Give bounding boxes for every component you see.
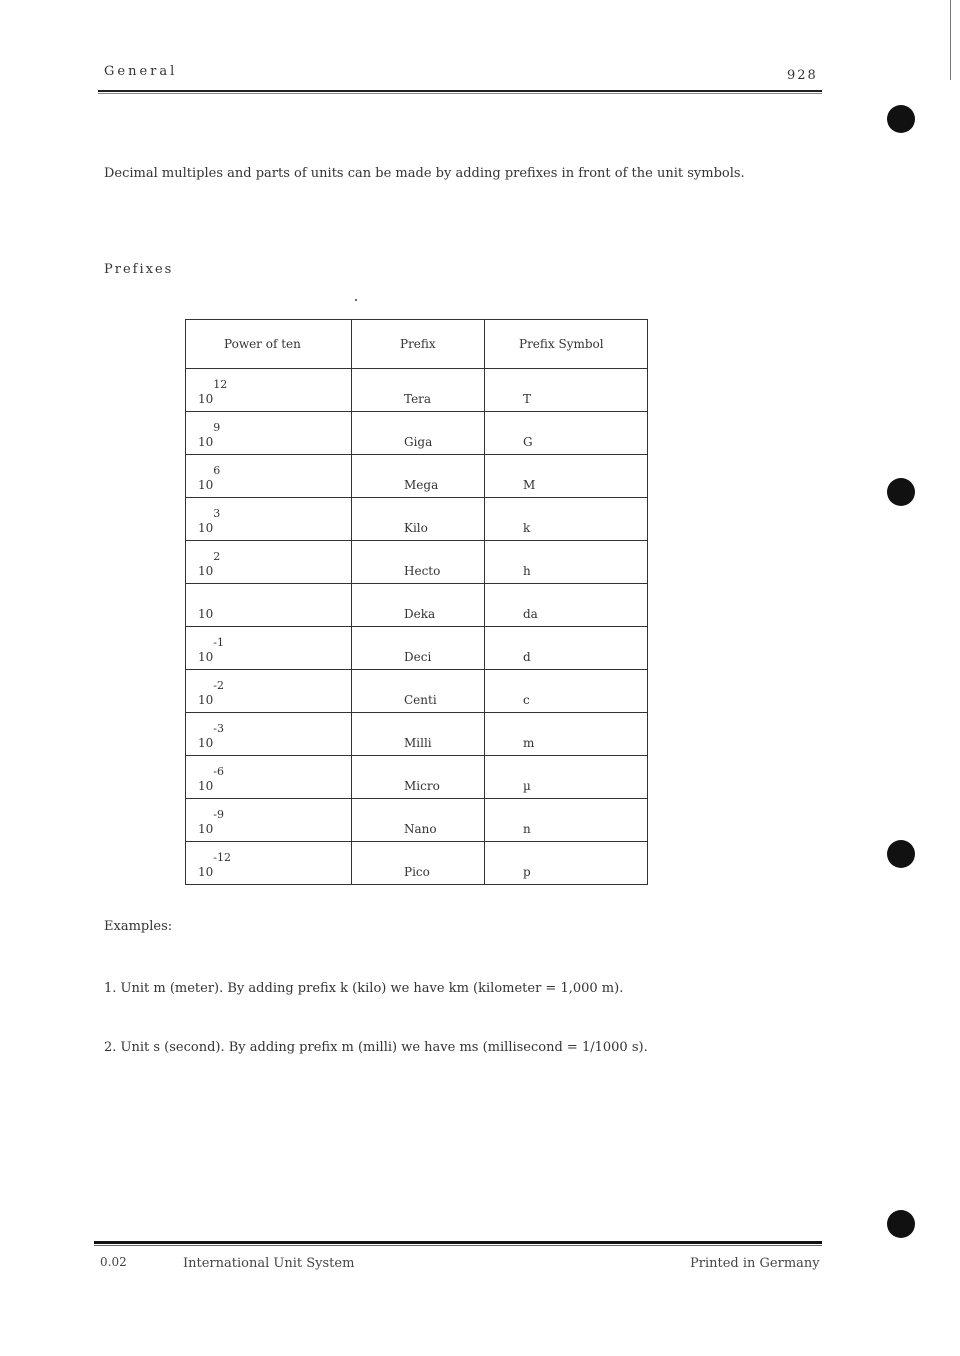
- header-power-of-ten: Power of ten: [186, 320, 352, 369]
- power-cell: [186, 412, 352, 455]
- prefix-name: Milli: [352, 713, 485, 756]
- prefix-symbol: d: [485, 627, 648, 670]
- prefix-symbol: h: [485, 541, 648, 584]
- power-value: [198, 722, 224, 750]
- intro-paragraph: Decimal multiples and parts of units can be made by adding prefixes in front of the unit symbols.: [104, 166, 745, 181]
- table-body: [186, 369, 648, 885]
- power-cell: [186, 455, 352, 498]
- power-exponent: -9: [213, 808, 224, 821]
- section-header: General: [104, 64, 178, 79]
- table-row: [186, 455, 648, 498]
- table-row: [186, 584, 648, 627]
- header-rule: [98, 90, 822, 92]
- prefix-symbol: M: [485, 455, 648, 498]
- power-base: 10: [198, 650, 214, 664]
- power-cell: [186, 541, 352, 584]
- prefix-name: Deci: [352, 627, 485, 670]
- table-row: [186, 541, 648, 584]
- power-base: 10: [198, 478, 214, 492]
- prefix-symbol: da: [485, 584, 648, 627]
- table-row: [186, 799, 648, 842]
- table-row: [186, 627, 648, 670]
- prefix-table: [185, 319, 648, 885]
- power-value: [198, 765, 224, 793]
- table-row: [186, 713, 648, 756]
- power-exponent: 2: [213, 550, 221, 563]
- prefix-name: Giga: [352, 412, 485, 455]
- power-exponent: -1: [213, 636, 224, 649]
- power-base: 10: [198, 822, 214, 836]
- table-row: [186, 670, 648, 713]
- power-value: [198, 636, 224, 664]
- header-prefix: Prefix: [352, 320, 485, 369]
- power-cell: [186, 756, 352, 799]
- power-cell: [186, 799, 352, 842]
- power-value: [198, 464, 221, 492]
- power-value: [198, 507, 221, 535]
- power-cell: [186, 713, 352, 756]
- power-cell: [186, 627, 352, 670]
- power-base: 10: [198, 435, 214, 449]
- power-value: [198, 378, 228, 406]
- punch-hole-icon: [887, 1210, 915, 1238]
- header-rule-thin: [98, 93, 822, 94]
- prefix-symbol: T: [485, 369, 648, 412]
- prefix-name: Nano: [352, 799, 485, 842]
- power-cell: [186, 670, 352, 713]
- table-row: [186, 369, 648, 412]
- punch-hole-icon: [887, 105, 915, 133]
- prefix-name: Hecto: [352, 541, 485, 584]
- prefix-symbol: m: [485, 713, 648, 756]
- footer-title: International Unit System: [183, 1256, 355, 1271]
- power-value: [198, 550, 221, 578]
- section-title: Prefixes: [104, 262, 174, 277]
- power-value: [198, 603, 213, 621]
- power-base: 10: [198, 564, 214, 578]
- table-header-row: [186, 320, 648, 369]
- prefix-symbol: n: [485, 799, 648, 842]
- power-value: [198, 679, 224, 707]
- power-cell: [186, 369, 352, 412]
- power-base: 10: [198, 521, 214, 535]
- power-cell: [186, 842, 352, 885]
- prefix-symbol: k: [485, 498, 648, 541]
- power-value: [198, 421, 221, 449]
- power-cell: [186, 498, 352, 541]
- power-base: 10: [198, 392, 214, 406]
- power-cell: [186, 584, 352, 627]
- prefix-name: Deka: [352, 584, 485, 627]
- power-exponent: -3: [213, 722, 224, 735]
- footer-printed: Printed in Germany: [690, 1256, 820, 1271]
- examples-title: Examples:: [104, 919, 173, 934]
- power-base: 10: [198, 736, 214, 750]
- prefix-name: Mega: [352, 455, 485, 498]
- prefix-symbol: p: [485, 842, 648, 885]
- power-base: 10: [198, 693, 214, 707]
- example-item: 2. Unit s (second). By adding prefix m (milli) we have ms (millisecond = 1/1000 s).: [104, 1040, 648, 1055]
- power-exponent: 12: [213, 378, 228, 391]
- power-exponent: 3: [213, 507, 221, 520]
- prefix-name: Tera: [352, 369, 485, 412]
- power-value: [198, 808, 224, 836]
- prefix-name: Centi: [352, 670, 485, 713]
- footer-rule-thin: [94, 1245, 822, 1246]
- prefix-name: Kilo: [352, 498, 485, 541]
- power-exponent: 9: [213, 421, 221, 434]
- prefix-symbol: µ: [485, 756, 648, 799]
- power-value: [198, 851, 231, 879]
- page-number: 928: [787, 68, 818, 83]
- power-base: 10: [198, 865, 214, 879]
- power-exponent: -12: [213, 851, 231, 864]
- punch-hole-icon: [887, 478, 915, 506]
- prefix-symbol: G: [485, 412, 648, 455]
- power-exponent: -2: [213, 679, 224, 692]
- table-row: [186, 498, 648, 541]
- power-base: 10: [198, 779, 214, 793]
- stray-dot: [355, 299, 357, 301]
- footer-code: 0.02: [100, 1255, 127, 1269]
- table-row: [186, 842, 648, 885]
- power-base: 10: [198, 607, 214, 621]
- footer-rule: [94, 1241, 822, 1244]
- prefix-name: Micro: [352, 756, 485, 799]
- prefix-name: Pico: [352, 842, 485, 885]
- binder-edge-mark: [950, 0, 951, 80]
- table-row: [186, 756, 648, 799]
- table-row: [186, 412, 648, 455]
- prefix-symbol: c: [485, 670, 648, 713]
- power-exponent: -6: [213, 765, 224, 778]
- punch-hole-icon: [887, 840, 915, 868]
- example-item: 1. Unit m (meter). By adding prefix k (kilo) we have km (kilometer = 1,000 m).: [104, 981, 624, 996]
- header-prefix-symbol: Prefix Symbol: [485, 320, 648, 369]
- power-exponent: 6: [213, 464, 221, 477]
